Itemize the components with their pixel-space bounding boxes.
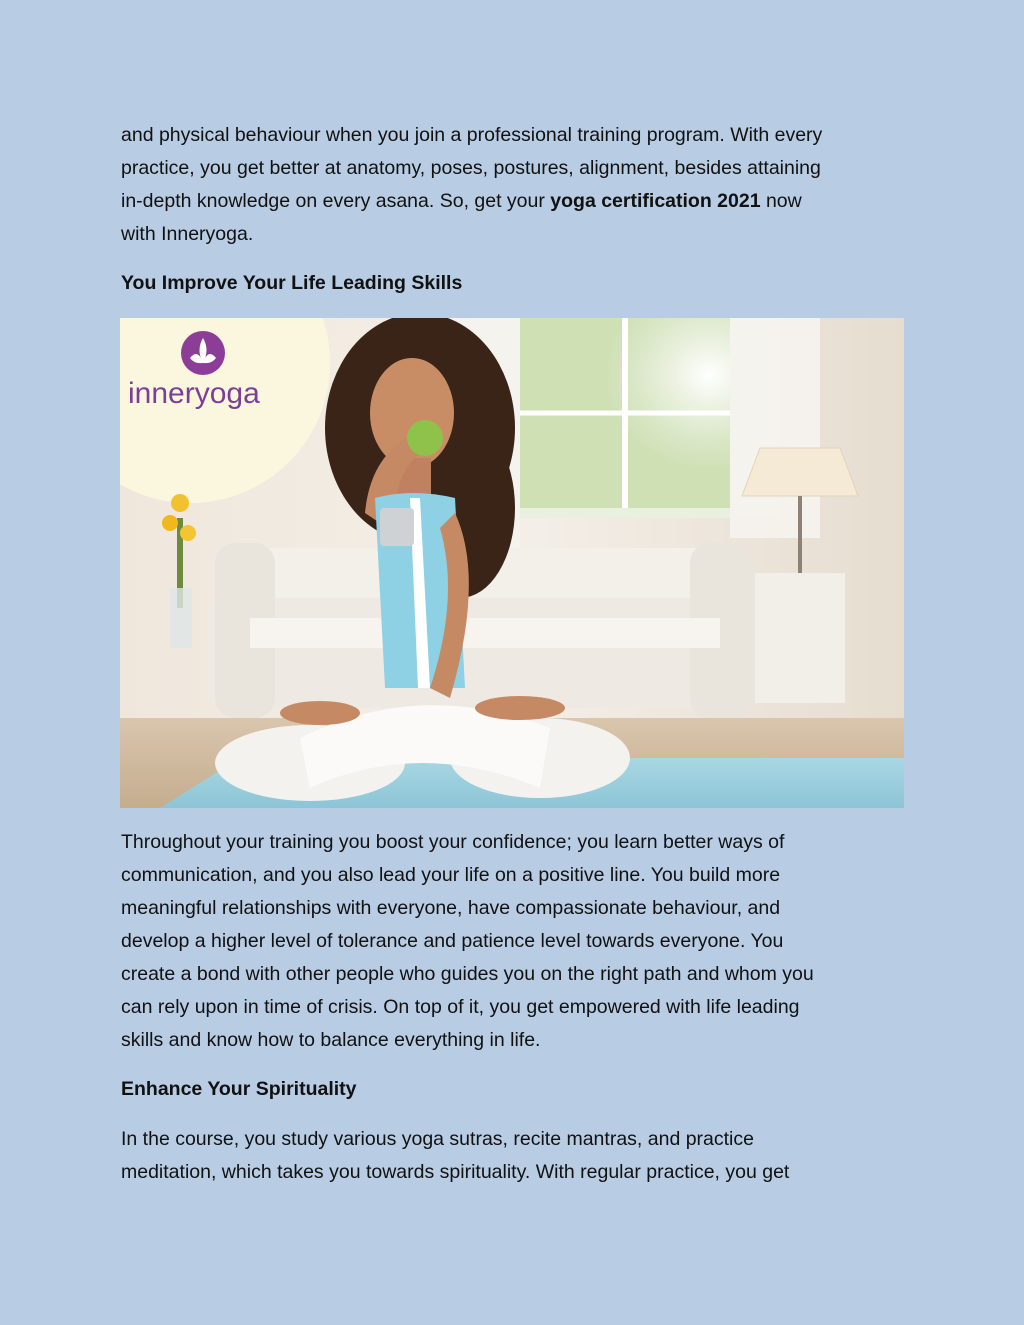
para2-line-2: communication, and you also lead your life on a positive line. You build more bbox=[121, 864, 781, 886]
para2-line-6: can rely upon in time of crisis. On top of it, you get empowered with life leading bbox=[121, 996, 800, 1018]
para2-line-3: meaningful relationships with everyone, have compassionate behaviour, and bbox=[121, 897, 781, 919]
yoga-photo bbox=[120, 318, 904, 808]
para3-line-2: meditation, which takes you towards spirituality. With regular practice, you get bbox=[121, 1161, 790, 1183]
para1-line-2: practice, you get better at anatomy, poses, postures, alignment, besides attaining bbox=[121, 157, 821, 179]
para1-after-bold: now bbox=[760, 190, 802, 212]
para2-line-5: create a bond with other people who guides you on the right path and whom you bbox=[121, 963, 814, 985]
para2-line-7: skills and know how to balance everything in life. bbox=[121, 1029, 541, 1051]
para2-line-1: Throughout your training you boost your confidence; you learn better ways of bbox=[121, 831, 785, 853]
para1-line-3: in-depth knowledge on every asana. So, get your bbox=[121, 190, 551, 212]
paragraph-intro bbox=[121, 119, 911, 251]
para1-line-1: and physical behaviour when you join a professional training program. With every bbox=[121, 124, 823, 146]
paragraph-spirituality bbox=[121, 1123, 911, 1189]
paragraph-confidence bbox=[121, 826, 911, 1057]
section-heading-life-skills: You Improve Your Life Leading Skills bbox=[121, 272, 463, 294]
section-heading-spirituality: Enhance Your Spirituality bbox=[121, 1078, 357, 1100]
logo-wordmark: inneryoga bbox=[128, 377, 260, 410]
para1-line-4: with Inneryoga. bbox=[121, 223, 254, 245]
bold-keyword: yoga certification 2021 bbox=[550, 190, 761, 212]
para3-line-1: In the course, you study various yoga sutras, recite mantras, and practice bbox=[121, 1128, 754, 1150]
para2-line-4: develop a higher level of tolerance and patience level towards everyone. You bbox=[121, 930, 784, 952]
